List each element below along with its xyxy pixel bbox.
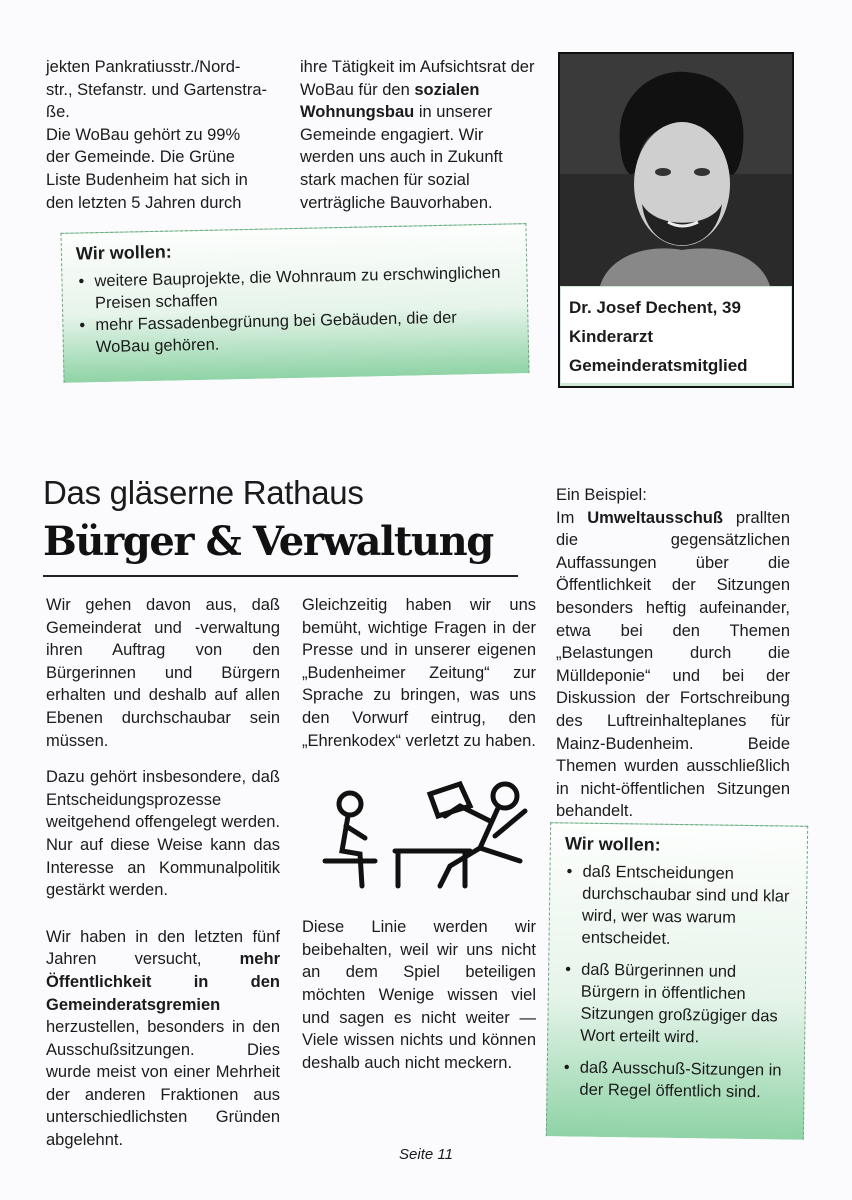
paragraph: Dazu gehört insbesondere, daß Entscheidungsprozesse weitgehend offengelegt werden. Nur auf diese Weise kann das Interesse an Kommunalpolitik gestärkt werden. [46,768,280,900]
wir-wollen-box-rathaus [546,822,808,1140]
emphasis-oeffentlichkeit: mehr Öffentlichkeit in den Gemeinderatsgremien [46,950,280,1014]
paragraph: Wir gehen davon aus, daß Gemeinderat und -verwaltung ihren Auftrag von den Bürgerinnen und Bürgern erhalten und deshalb auf allen Ebenen durchschaubar sein müssen. [46,596,280,750]
article-column-1 [46,594,280,1152]
top-column-1 [46,56,282,214]
portrait-photo [560,54,792,286]
box-title: Wir wollen: [75,241,172,264]
page-number: Seite 11 [399,1146,453,1163]
paragraph [556,507,790,823]
list-item: • mehr Fassadenbegrünung bei Gebäuden, die der WoBau gehören. [77,305,514,358]
article-column-3 [556,484,790,823]
text-line: ße. [46,103,70,122]
text-line: str., Stefanstr. und Gartenstra- [46,80,268,99]
cartoon-illustration [320,776,530,906]
wir-wollen-box-wohnbau [60,223,529,383]
person-name: Dr. Josef Dechent, 39 [569,298,741,317]
text-run: herzustellen, besonders in den Ausschußsitzungen. Dies wurde meist von einer Mehrheit der anderen Fraktionen aus unterschiedlichsten Gründen abgelehnt. [46,1018,280,1150]
paragraph: Gleichzeitig haben wir uns bemüht, wichtige Fragen in der Presse und in unserer eigenen „Budenheimer Zeitung“ zur Sprache zu bringen, was uns den Vorwurf eintrug, den „Ehrenkodex“ verletzt zu haben. [302,596,536,750]
text-line: den letzten 5 Jahren durch [46,193,242,212]
text-line: der Gemeinde. Die Grüne [46,148,235,167]
emphasis-umweltausschuss: Umweltausschuß [587,508,723,527]
text-line: Liste Budenheim hat sich in [46,170,248,189]
text-run: prallten die gegensätzlichen Auffassungen über die Öffentlichkeit der Sitzungen besonders heftig aufeinander, etwa bei den Themen „Belastungen durch die Mülldeponie“ und bei der Diskussion der Fortschreibung des Luftreinhalteplanes für Mainz-Budenheim. Beide Themen wurden ausschließlich in nicht-öffentlichen Sitzungen behandelt. [556,508,790,821]
person-profession: Kinderarzt [569,327,654,346]
person-position: Gemeinderatsmitglied [569,356,748,375]
box-list [561,860,792,1103]
text-run: Wir haben in den letzten fünf Jahren versucht, [46,927,280,969]
paragraph: Diese Linie werden wir beibehalten, weil wir uns nicht an dem Spiel beteiligen möchten Wenige wissen viel und sagen es nicht weiter — Viele wissen nichts und können deshalb auch nicht meckern. [302,918,536,1072]
article-title: Bürger & Verwaltung [43,518,493,565]
list-item: • daß Bürgerinnen und Bürgern in öffentlichen Sitzungen großzügiger das Wort erteilt wird. [562,958,791,1049]
list-item: • daß Ausschuß-Sitzungen in der Regel öffentlich sind. [561,1056,790,1103]
headline-rule [43,575,518,577]
example-intro: Ein Beispiel: [556,486,647,504]
top-paragraph [300,56,536,214]
box-title: Wir wollen: [564,833,661,855]
text-run: in unserer Gemeinde engagiert. Wir werden uns auch in Zukunft stark machen für sozial verträgliche Bauvorhaben. [300,103,503,212]
article-kicker: Das gläserne Rathaus [43,474,364,511]
text-line: jekten Pankratiusstr./Nord- [46,58,241,76]
emphasis-sozialer-wohnungsbau: sozialen Wohnungsbau [300,80,480,122]
text-run: Im [556,508,588,527]
article-column-2 [302,594,536,1074]
list-item: • weitere Bauprojekte, die Wohnraum zu erschwinglichen Preisen schaffen [76,261,513,314]
text-run: ihre Tätigkeit im Aufsichtsrat der WoBau für den [300,58,535,99]
portrait-caption [561,287,791,383]
list-item: • daß Entscheidungen durchschaubar sind und klar wird, wer was warum entscheidet. [563,860,792,951]
paragraph [46,926,280,1152]
text-line: Die WoBau gehört zu 99% [46,125,241,144]
top-column-2 [300,56,536,214]
box-list [76,261,514,358]
